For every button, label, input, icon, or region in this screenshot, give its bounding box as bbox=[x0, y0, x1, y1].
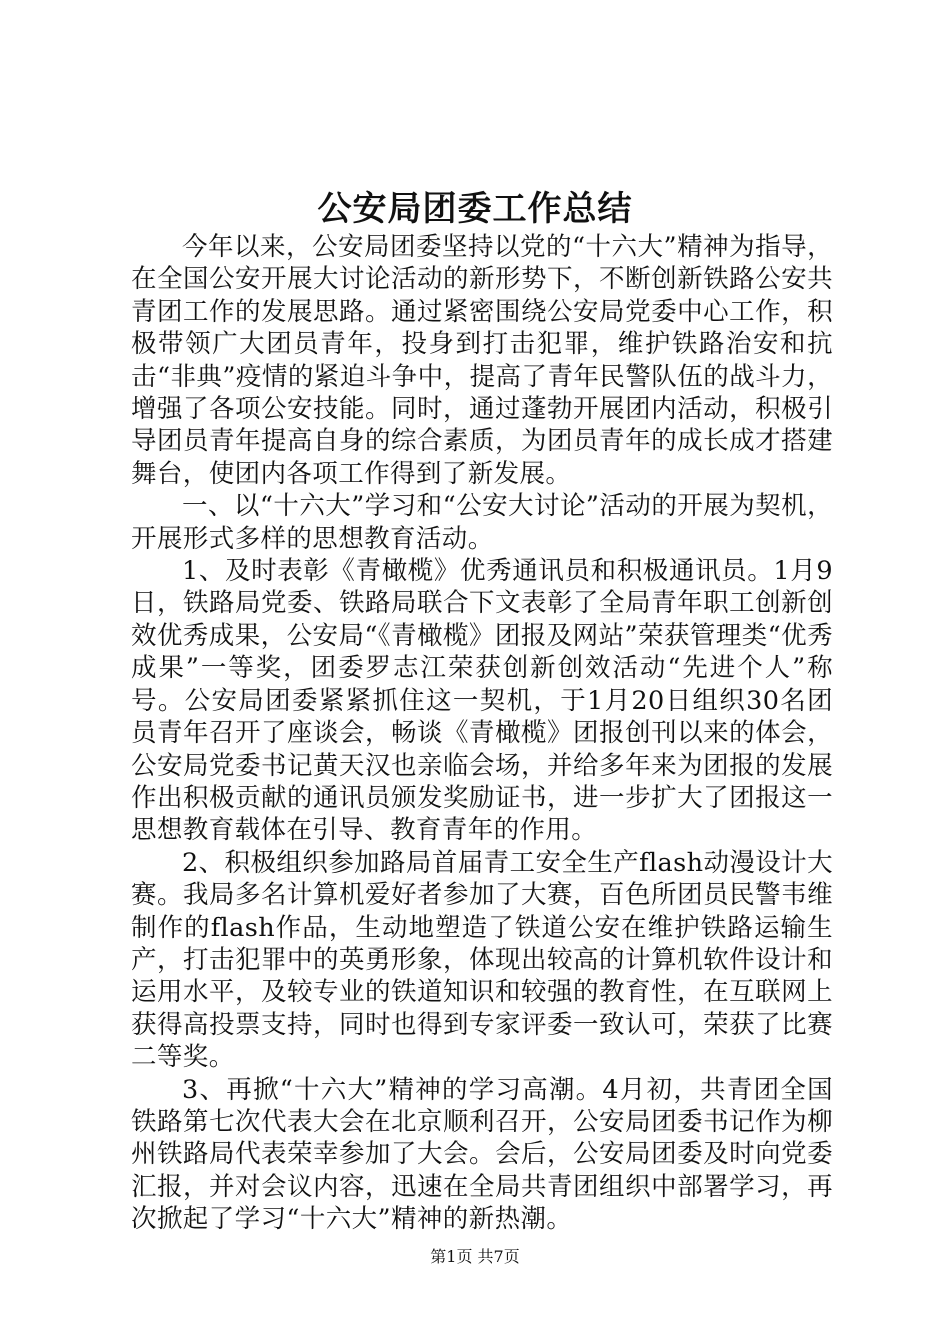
document-title: 公安局团委工作总结 bbox=[317, 189, 633, 229]
page-number-footer: 第1页 共7页 bbox=[430, 1247, 520, 1266]
document-body bbox=[131, 231, 833, 1236]
paragraph-item-1: 1、及时表彰《青橄榄》优秀通讯员和积极通讯员。1月9日，铁路局党委、铁路局联合下文表彰了全局青年职工创新创效优秀成果，公安局“《青橄榄》团报及网站”荣获管理类“优秀成果”一等奖，团委罗志江荣获创新创效活动“先进个人”称号。公安局团委紧紧抓住这一契机，于1月20日组织30名团员青年召开了座谈会，畅谈《青橄榄》团报创刊以来的体会，公安局党委书记黄天汉也亲临会场，并给多年来为团报的发展作出积极贡献的通讯员颁发奖励证书，进一步扩大了团报这一思想教育载体在引导、教育青年的作用。 bbox=[131, 556, 833, 846]
paragraph-item-3: 3、再掀“十六大”精神的学习高潮。4月初，共青团全国铁路第七次代表大会在北京顺利召开，公安局团委书记作为柳州铁路局代表荣幸参加了大会。会后，公安局团委及时向党委汇报，并对会议内容，迅速在全局共青团组织中部署学习，再次掀起了学习“十六大”精神的新热潮。 bbox=[131, 1074, 833, 1235]
paragraph-intro: 今年以来，公安局团委坚持以党的“十六大”精神为指导，在全国公安开展大讨论活动的新形势下，不断创新铁路公安共青团工作的发展思路。通过紧密围绕公安局党委中心工作，积极带领广大团员青年，投身到打击犯罪，维护铁路治安和抗击“非典”疫情的紧迫斗争中，提高了青年民警队伍的战斗力，增强了各项公安技能。同时，通过蓬勃开展团内活动，积极引导团员青年提高自身的综合素质，为团员青年的成长成才搭建舞台，使团内各项工作得到了新发展。 bbox=[131, 232, 833, 489]
paragraph-item-2: 2、积极组织参加路局首届青工安全生产flash动漫设计大赛。我局多名计算机爱好者参加了大赛，百色所团员民警韦维制作的flash作品，生动地塑造了铁道公安在维护铁路运输生产，打击犯罪中的英勇形象，体现出较高的计算机软件设计和运用水平，及较专业的铁道知识和较强的教育性，在互联网上获得高投票支持，同时也得到专家评委一致认可，荣获了比赛二等奖。 bbox=[131, 847, 833, 1073]
paragraph-section-heading: 一、以“十六大”学习和“公安大讨论”活动的开展为契机，开展形式多样的思想教育活动。 bbox=[131, 491, 833, 554]
